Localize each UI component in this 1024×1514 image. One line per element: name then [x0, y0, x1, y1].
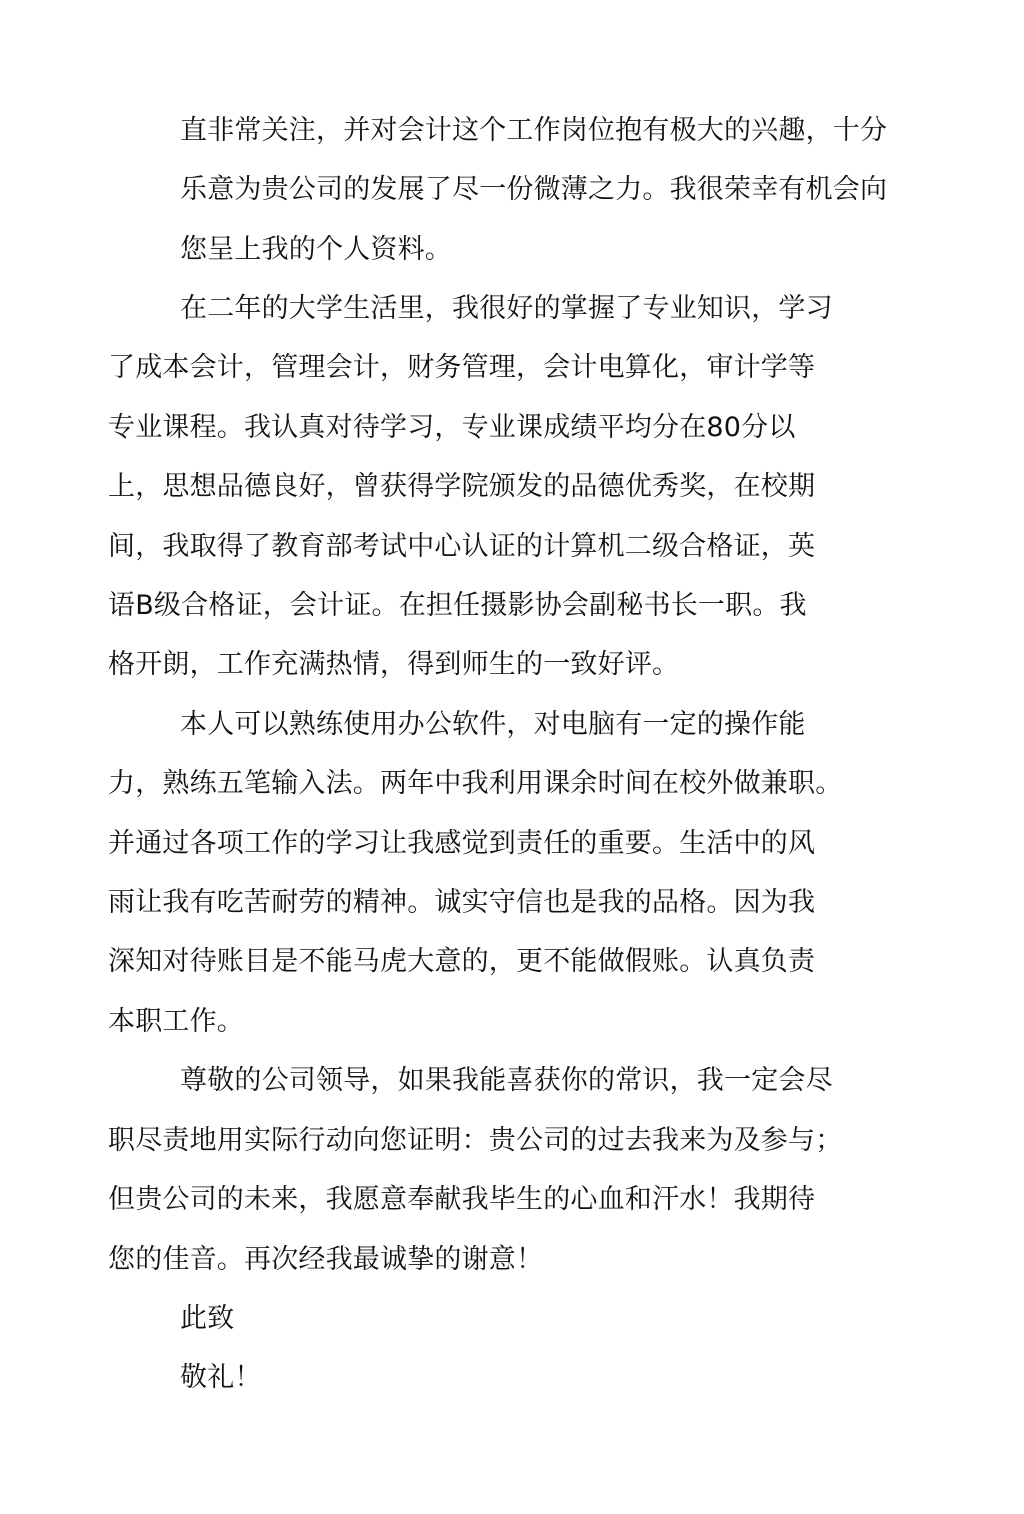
- text-line: 力，熟练五笔输入法。两年中我利用课余时间在校外做兼职。: [108, 768, 843, 799]
- text-line: 职尽责地用实际行动向您证明：贵公司的过去我来为及参与；: [108, 1125, 843, 1156]
- text-line-salutation: 敬礼！: [180, 1362, 262, 1393]
- text-line-closing: 此致: [180, 1303, 235, 1334]
- text-line: 格开朗，工作充满热情，得到师生的一致好评。: [108, 649, 680, 680]
- text-line: 语B级合格证，会计证。在担任摄影协会副秘书长一职。我: [108, 590, 807, 621]
- text-line: 但贵公司的未来，我愿意奉献我毕生的心血和汗水！我期待: [108, 1184, 816, 1215]
- text-line: 直非常关注，并对会计这个工作岗位抱有极大的兴趣，十分: [180, 115, 888, 146]
- text-line: 本人可以熟练使用办公软件，对电脑有一定的操作能: [180, 709, 806, 740]
- text-line: 并通过各项工作的学习让我感觉到责任的重要。生活中的风: [108, 828, 816, 859]
- text-line: 尊敬的公司领导，如果我能喜获你的常识，我一定会尽: [180, 1065, 833, 1096]
- text-line: 深知对待账目是不能马虎大意的，更不能做假账。认真负责: [108, 946, 816, 977]
- text-line: 您呈上我的个人资料。: [180, 234, 452, 265]
- text-line: 上，思想品德良好，曾获得学院颁发的品德优秀奖，在校期: [108, 471, 816, 502]
- text-line: 间，我取得了教育部考试中心认证的计算机二级合格证，英: [108, 531, 816, 562]
- text-line: 在二年的大学生活里，我很好的掌握了专业知识，学习: [180, 293, 833, 324]
- text-line: 乐意为贵公司的发展了尽一份微薄之力。我很荣幸有机会向: [180, 174, 888, 205]
- text-line: 您的佳音。再次经我最诚挚的谢意！: [108, 1244, 544, 1275]
- text-line: 本职工作。: [108, 1006, 244, 1037]
- text-line: 专业课程。我认真对待学习，专业课成绩平均分在80分以: [108, 412, 796, 443]
- text-line: 了成本会计，管理会计，财务管理，会计电算化，审计学等: [108, 352, 816, 383]
- text-line: 雨让我有吃苦耐劳的精神。诚实守信也是我的品格。因为我: [108, 887, 816, 918]
